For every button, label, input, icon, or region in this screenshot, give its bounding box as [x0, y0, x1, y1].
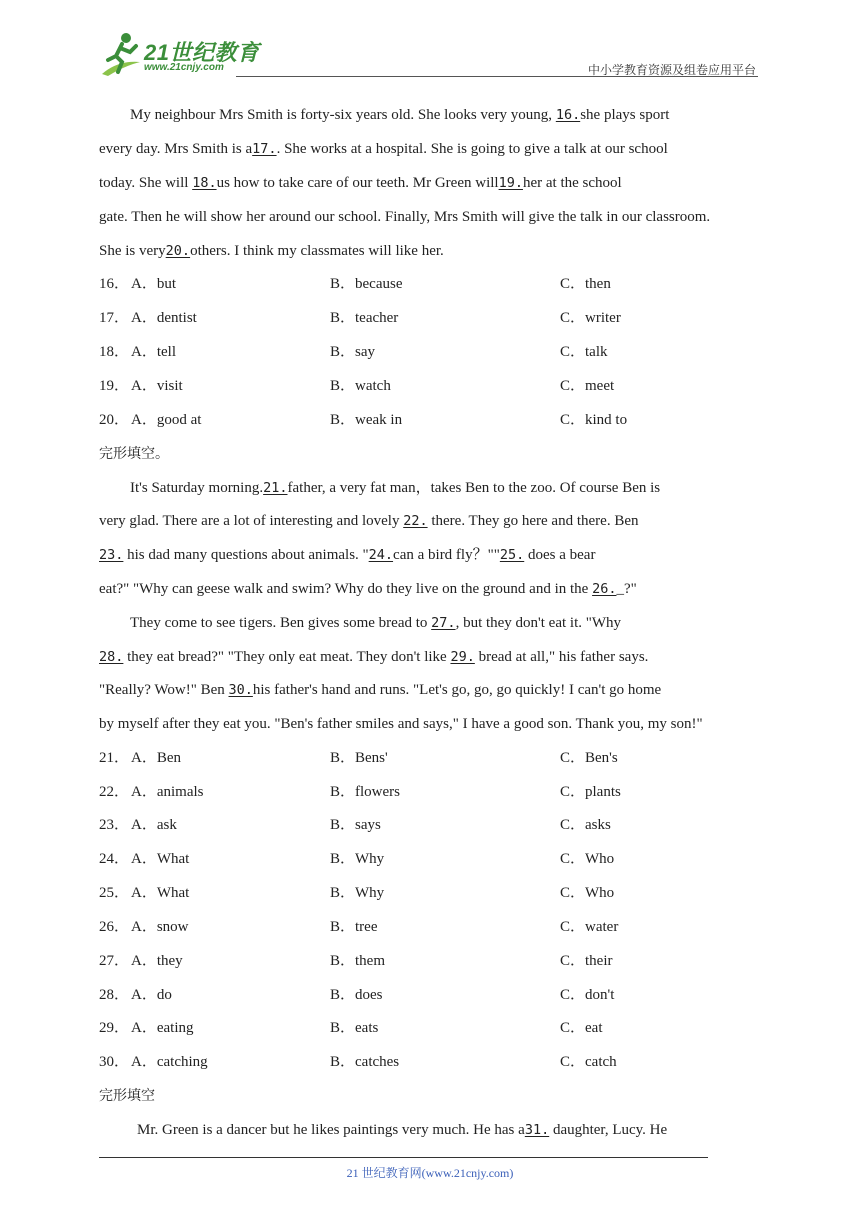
section-2-title: 完形填空。 [99, 446, 169, 462]
option-27-b[interactable]: B．them [330, 953, 385, 969]
blank-26[interactable]: 26. [592, 581, 617, 597]
option-17-b[interactable]: B．teacher [330, 310, 399, 326]
option-25-a[interactable]: A．What [131, 885, 190, 901]
blank-30[interactable]: 30. [228, 682, 253, 698]
runner-logo-icon [98, 30, 144, 78]
blank-23[interactable]: 23. [99, 547, 124, 563]
question-22: 22． A．animals B．flowers C．plants [99, 784, 621, 800]
option-28-a[interactable]: A．do [131, 987, 172, 1003]
question-29: 29． A．eating B．eats C．eat [99, 1020, 603, 1036]
option-29-b[interactable]: B．eats [330, 1020, 379, 1036]
blank-19[interactable]: 19. [498, 175, 523, 191]
passage2-line-1: It's Saturday morning.21.father, a very fat man，takes Ben to the zoo. Of course Ben is [130, 480, 661, 496]
option-18-a[interactable]: A．tell [131, 344, 176, 360]
question-30: 30． A．catching B．catches C．catch [99, 1054, 617, 1070]
site-logo [98, 28, 268, 78]
option-23-a[interactable]: A．ask [131, 817, 177, 833]
option-30-b[interactable]: B．catches [330, 1054, 400, 1070]
option-21-b[interactable]: B．Bens' [330, 750, 388, 766]
blank-24[interactable]: 24. [368, 547, 394, 563]
option-25-b[interactable]: B．Why [330, 885, 385, 901]
passage1-line-5: She is very20.others. I think my classmates will like her. [99, 243, 444, 259]
option-21-a[interactable]: A．Ben [131, 750, 181, 766]
question-26: 26． A．snow B．tree C．water [99, 919, 619, 935]
option-16-c[interactable]: C．then [560, 276, 611, 292]
option-21-c[interactable]: C．Ben's [560, 750, 618, 766]
option-29-c[interactable]: C．eat [560, 1020, 603, 1036]
question-23: 23． A．ask B．says C．asks [99, 817, 611, 833]
passage2-line-4: eat?" "Why can geese walk and swim? Why do they live on the ground and in the 26._?" [99, 581, 637, 597]
option-23-b[interactable]: B．says [330, 817, 381, 833]
blank-25[interactable]: 25. [499, 547, 525, 563]
option-22-b[interactable]: B．flowers [330, 784, 400, 800]
question-27: 27． A．they B．them C．their [99, 953, 613, 969]
blank-21[interactable]: 21. [263, 480, 288, 496]
page-header [98, 28, 758, 78]
option-17-c[interactable]: C．writer [560, 310, 621, 326]
option-27-c[interactable]: C．their [560, 953, 613, 969]
option-20-b[interactable]: B．weak in [330, 412, 403, 428]
option-23-c[interactable]: C．asks [560, 817, 611, 833]
option-26-c[interactable]: C．water [560, 919, 619, 935]
option-29-a[interactable]: A．eating [131, 1020, 194, 1036]
blank-22[interactable]: 22. [403, 513, 428, 529]
passage1-line-4: gate. Then he will show her around our school. Finally, Mrs Smith will give the talk in our classroom. [99, 209, 711, 225]
option-25-c[interactable]: C．Who [560, 885, 615, 901]
option-28-c[interactable]: C．don't [560, 987, 615, 1003]
question-19: 19． A．visit B．watch C．meet [99, 378, 615, 394]
blank-20[interactable]: 20. [165, 243, 191, 259]
passage1-line-3: today. She will 18.us how to take care of our teeth. Mr Green will19.her at the school [99, 175, 622, 191]
option-20-a[interactable]: A．good at [131, 412, 202, 428]
passage2-line-5: They come to see tigers. Ben gives some bread to 27., but they don't eat it. "Why [130, 615, 622, 631]
footer-divider [99, 1157, 708, 1158]
option-16-a[interactable]: A．but [131, 276, 177, 292]
option-28-b[interactable]: B．does [330, 987, 383, 1003]
page-footer: 21 世纪教育网(www.21cnjy.com) [346, 1166, 514, 1180]
option-19-c[interactable]: C．meet [560, 378, 615, 394]
option-24-c[interactable]: C．Who [560, 851, 615, 867]
question-18: 18． A．tell B．say C．talk [99, 344, 608, 360]
blank-16[interactable]: 16. [555, 107, 581, 123]
option-17-a[interactable]: A．dentist [131, 310, 197, 326]
passage2-line-3: 23. his dad many questions about animals. "24.can a bird fly？""25. does a bear [99, 547, 596, 563]
option-22-c[interactable]: C．plants [560, 784, 621, 800]
question-20: 20． A．good at B．weak in C．kind to [99, 412, 628, 428]
option-24-a[interactable]: A．What [131, 851, 190, 867]
passage1-line-1: My neighbour Mrs Smith is forty-six years old. She looks very young, 16.she plays sport [130, 107, 670, 123]
question-25: 25． A．What B．Why C．Who [99, 885, 615, 901]
logo-url: www.21cnjy.com [144, 62, 224, 73]
question-28: 28． A．do B．does C．don't [99, 987, 615, 1003]
blank-28[interactable]: 28. [99, 649, 124, 665]
logo-text: 21世纪教育 [144, 40, 260, 65]
option-19-a[interactable]: A．visit [131, 378, 183, 394]
blank-17[interactable]: 17. [252, 141, 277, 157]
passage2-line-2: very glad. There are a lot of interesting and lovely 22. there. They go here and there. Ben [99, 513, 639, 529]
question-16: 16． A．but B．because C．then [99, 276, 611, 292]
header-divider [236, 76, 758, 77]
option-30-a[interactable]: A．catching [131, 1054, 208, 1070]
question-21: 21． A．Ben B．Bens' C．Ben's [99, 750, 618, 766]
option-22-a[interactable]: A．animals [131, 784, 204, 800]
blank-18[interactable]: 18. [192, 175, 217, 191]
passage2-line-8: by myself after they eat you. "Ben's father smiles and says," I have a good son. Thank you, my son!" [99, 716, 703, 732]
blank-27[interactable]: 27. [431, 615, 456, 631]
question-24: 24． A．What B．Why C．Who [99, 851, 615, 867]
section-3-title: 完形填空 [99, 1088, 155, 1104]
option-19-b[interactable]: B．watch [330, 378, 391, 394]
option-24-b[interactable]: B．Why [330, 851, 385, 867]
option-18-c[interactable]: C．talk [560, 344, 608, 360]
blank-29[interactable]: 29. [450, 649, 475, 665]
header-platform-text: 中小学教育资源及组卷应用平台 [587, 63, 756, 77]
passage2-line-6: 28. they eat bread?" "They only eat meat. They don't like 29. bread at all," his father says. [99, 649, 649, 665]
passage3-line-1: Mr. Green is a dancer but he likes paintings very much. He has a31. daughter, Lucy. He [137, 1122, 668, 1138]
option-20-c[interactable]: C．kind to [560, 412, 628, 428]
option-27-a[interactable]: A．they [131, 953, 183, 969]
passage2-line-7: "Really? Wow!" Ben 30.his father's hand and runs. "Let's go, go, go quickly! I can't go home [99, 682, 662, 698]
option-26-b[interactable]: B．tree [330, 919, 378, 935]
question-17: 17． A．dentist B．teacher C．writer [99, 310, 621, 326]
option-18-b[interactable]: B．say [330, 344, 376, 360]
passage1-line-2: every day. Mrs Smith is a17.. She works at a hospital. She is going to give a talk at our school [99, 141, 668, 157]
blank-31[interactable]: 31. [524, 1122, 550, 1138]
option-16-b[interactable]: B．because [330, 276, 403, 292]
option-30-c[interactable]: C．catch [560, 1054, 617, 1070]
option-26-a[interactable]: A．snow [131, 919, 189, 935]
